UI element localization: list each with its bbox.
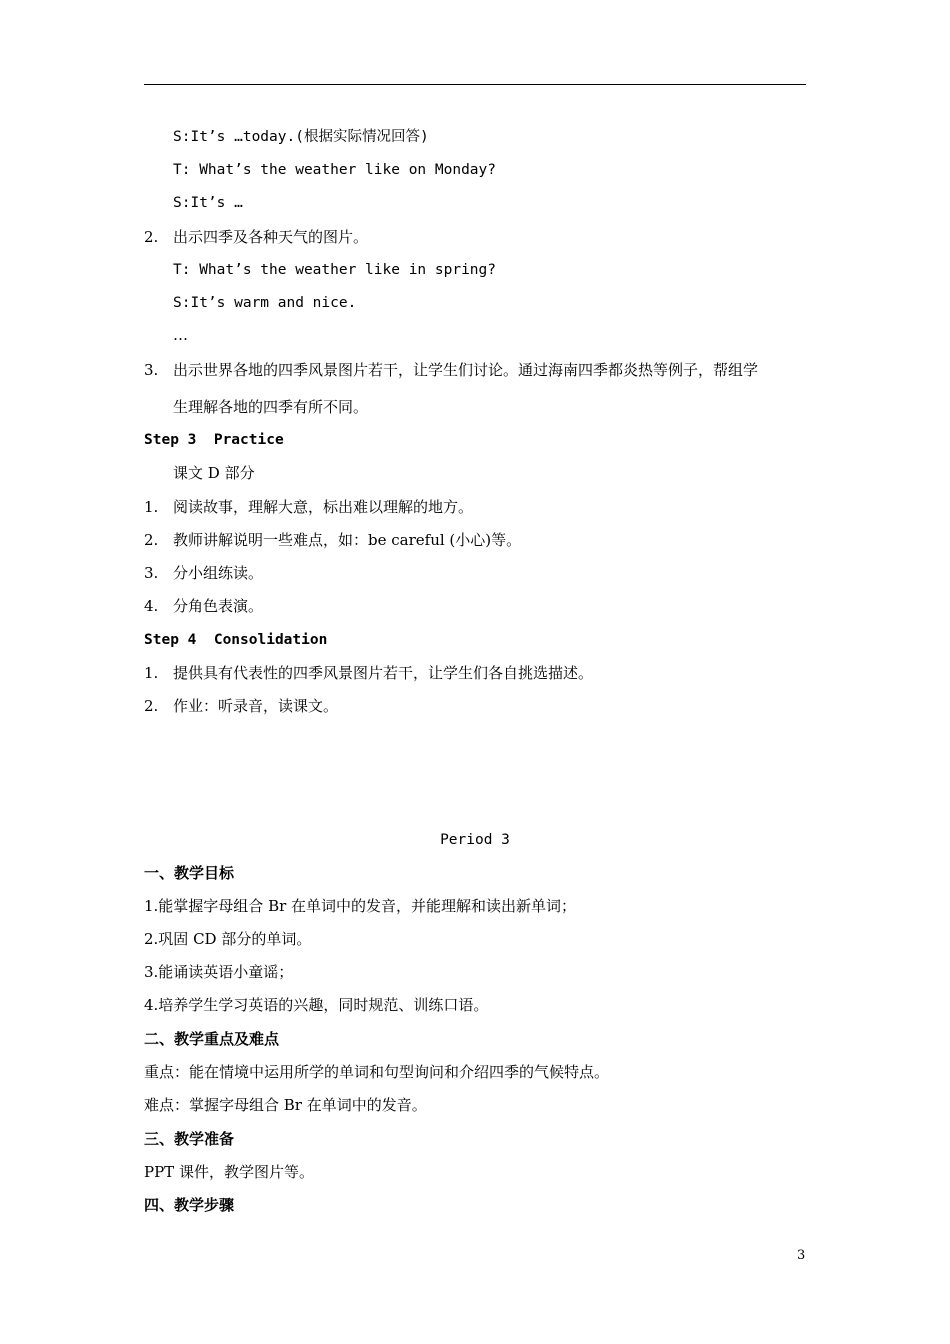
ellipsis: … xyxy=(173,326,188,344)
dialogue-student-line: S:It’s …today.(根据实际情况回答) xyxy=(173,129,429,145)
list-item-text: 作业：听录音，读课文。 xyxy=(173,697,339,715)
list-item-text: 分小组练读。 xyxy=(173,564,264,582)
list-number: 3. xyxy=(144,564,159,582)
list-number: 3. xyxy=(144,361,159,379)
dialogue-teacher-line: T: What’s the weather like in spring? xyxy=(173,262,497,278)
period-title: Period 3 xyxy=(440,832,510,848)
objective-item: 2.巩固 CD 部分的单词。 xyxy=(144,930,312,948)
step-heading: Step 4 Consolidation xyxy=(144,632,328,648)
list-number: 1. xyxy=(144,498,159,516)
list-item-text: 提供具有代表性的四季风景图片若干，让学生们各自挑选描述。 xyxy=(173,664,594,682)
section-heading: 一、教学目标 xyxy=(144,864,235,882)
list-number: 2. xyxy=(144,531,159,549)
difficult-point: 难点：掌握字母组合 Br 在单词中的发音。 xyxy=(144,1096,427,1114)
step-subheading: 课文 D 部分 xyxy=(173,464,255,482)
list-item-text: 教师讲解说明一些难点，如：be careful (小心)等。 xyxy=(173,531,522,549)
objective-item: 1.能掌握字母组合 Br 在单词中的发音，并能理解和读出新单词； xyxy=(144,897,577,915)
page-number: 3 xyxy=(797,1248,806,1263)
step-heading: Step 3 Practice xyxy=(144,432,284,448)
section-heading: 三、教学准备 xyxy=(144,1130,235,1148)
header-rule xyxy=(144,84,806,85)
key-point: 重点：能在情境中运用所学的单词和句型询问和介绍四季的气候特点。 xyxy=(144,1063,610,1081)
section-heading: 二、教学重点及难点 xyxy=(144,1030,280,1048)
list-item-text: 阅读故事，理解大意，标出难以理解的地方。 xyxy=(173,498,474,516)
list-item-text: 出示世界各地的四季风景图片若干，让学生们讨论。通过海南四季都炎热等例子，帮组学 xyxy=(173,361,759,379)
list-item-text: 分角色表演。 xyxy=(173,597,264,615)
dialogue-student-line: S:It’s warm and nice. xyxy=(173,295,357,311)
dialogue-student-line: S:It’s … xyxy=(173,195,243,211)
list-number: 1. xyxy=(144,664,159,682)
list-number: 2. xyxy=(144,228,159,246)
dialogue-teacher-line: T: What’s the weather like on Monday? xyxy=(173,162,497,178)
list-item-text: 生理解各地的四季有所不同。 xyxy=(173,398,369,416)
list-number: 2. xyxy=(144,697,159,715)
list-number: 4. xyxy=(144,597,159,615)
list-item xyxy=(144,227,158,247)
objective-item: 4.培养学生学习英语的兴趣，同时规范、训练口语。 xyxy=(144,996,489,1014)
section-heading: 四、教学步骤 xyxy=(144,1196,235,1214)
list-item-text: 出示四季及各种天气的图片。 xyxy=(173,228,369,246)
preparation-text: PPT 课件，教学图片等。 xyxy=(144,1163,314,1181)
objective-item: 3.能诵读英语小童谣； xyxy=(144,963,294,981)
